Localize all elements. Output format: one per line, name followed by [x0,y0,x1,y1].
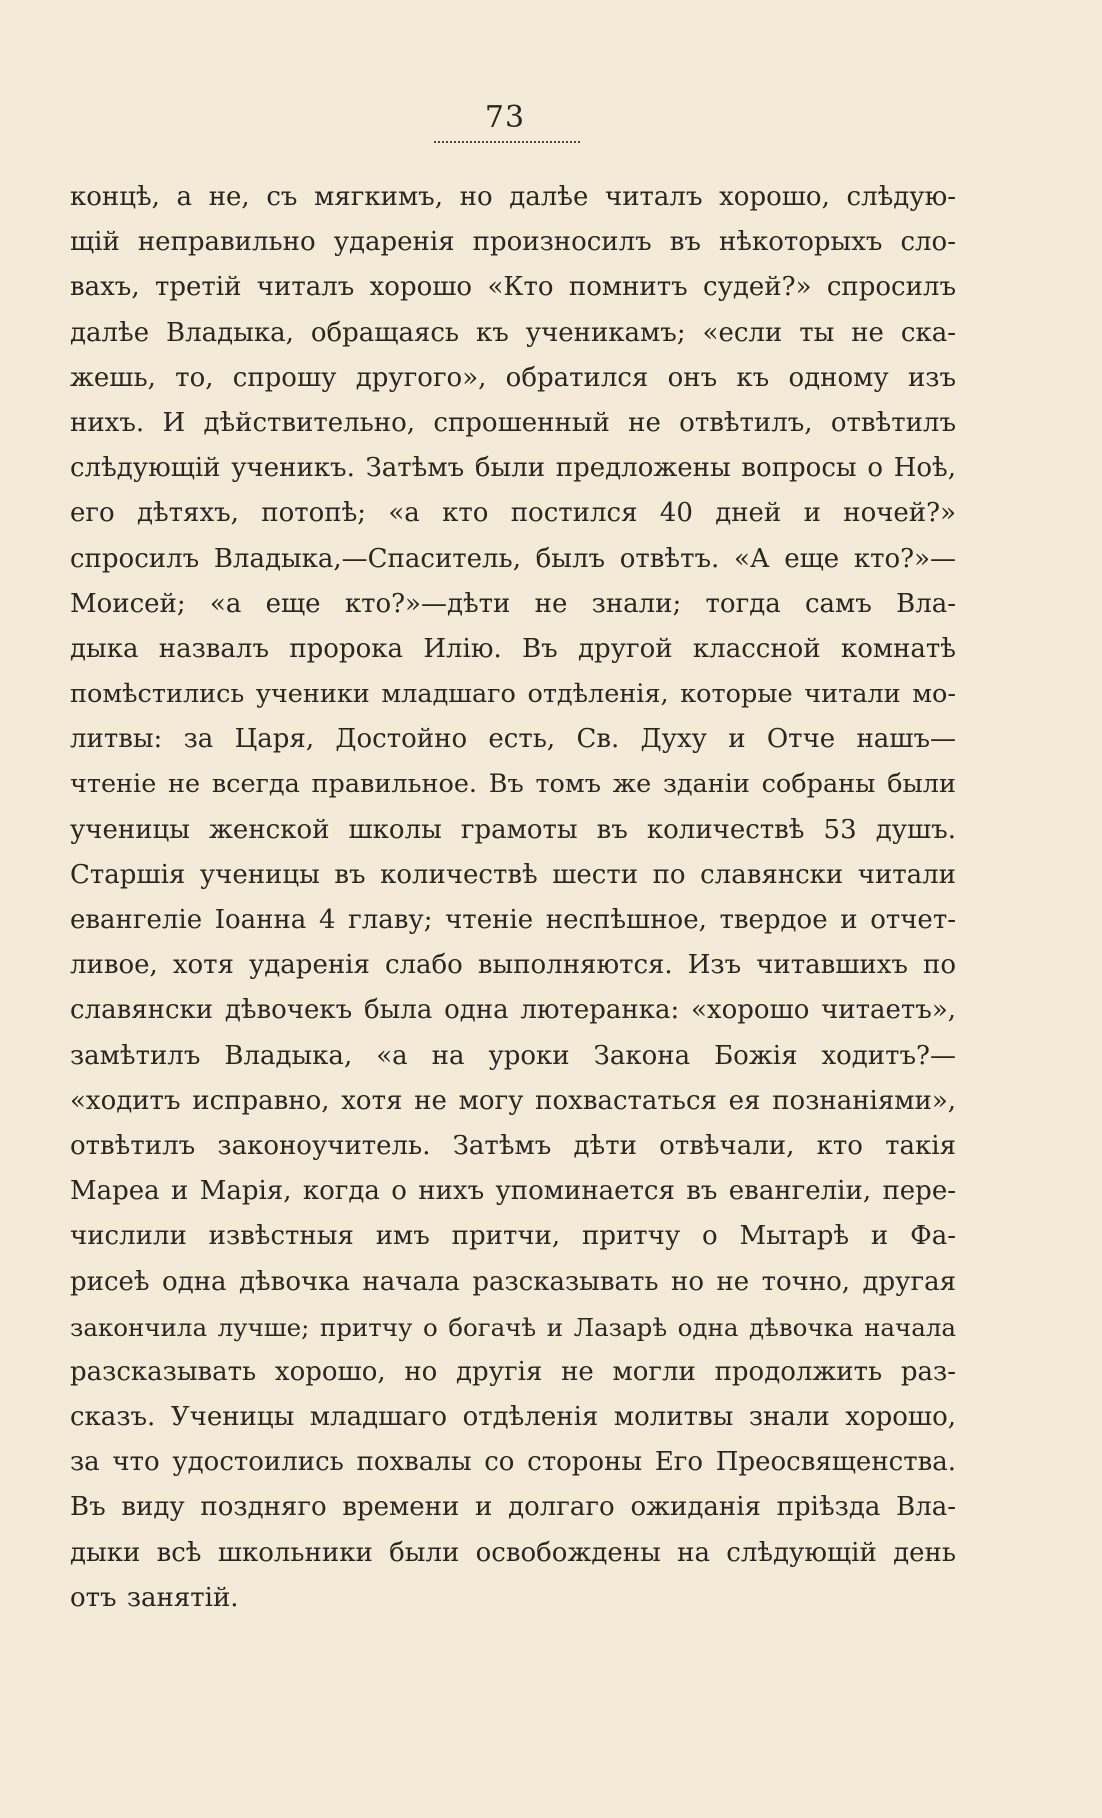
text-line: отъ занятій. [70,1582,239,1613]
text-line: разсказывать хорошо, но другія не могли продолжить раз- [70,1356,956,1387]
text-line: концѣ, а не, съ мягкимъ, но далѣе читалъ хорошо, слѣдую- [70,182,956,212]
text-line: щій неправильно ударенія произносилъ въ нѣкоторыхъ сло- [70,227,956,258]
text-line: его дѣтяхъ, потопѣ; «а кто постился 40 дней и ночей?» [70,498,956,529]
text-line: помѣстились ученики младшаго отдѣленія, которые читали мо- [70,679,956,710]
text-line: замѣтилъ Владыка, «а на уроки Закона Божія ходитъ?— [70,1040,956,1071]
text-line: жешь, то, спрошу другого», обратился онъ къ одному изъ [70,362,956,393]
text-line: числили извѣстныя имъ притчи, притчу о Мытарѣ и Фа- [70,1221,956,1252]
text-line: Въ виду поздняго времени и долгаго ожиданія пріѣзда Вла- [70,1492,956,1523]
text-line: отвѣтилъ законоучитель. Затѣмъ дѣти отвѣчали, кто такія [70,1130,956,1161]
body-text [70,175,956,1621]
text-line: слѣдующій ученикъ. Затѣмъ были предложены вопросы о Ноѣ, [70,453,956,484]
text-line: чтеніе не всегда правильное. Въ томъ же зданіи собраны были [70,769,956,800]
text-line: нихъ. И дѣйствительно, спрошенный не отвѣтилъ, отвѣтилъ [70,407,956,438]
text-line: ливое, хотя ударенія слабо выполняются. Изъ читавшихъ по [70,950,956,981]
text-line: закончила лучше; притчу о богачѣ и Лазарѣ одна дѣвочка начала [70,1312,956,1342]
text-line: рисеѣ одна дѣвочка начала разсказывать но не точно, другая [70,1266,956,1297]
text-line: «ходитъ исправно, хотя не могу похвастаться ея познаніями», [70,1085,956,1116]
page-number: 73 [484,100,526,135]
text-line: далѣе Владыка, обращаясь къ ученикамъ; «если ты не ска- [70,317,956,348]
text-line: дыки всѣ школьники были освобождены на слѣдующій день [70,1537,956,1568]
text-line: ученицы женской школы грамоты въ количествѣ 53 душъ. [70,814,956,845]
text-line: евангеліе Іоанна 4 главу; чтеніе неспѣшное, твердое и отчет- [70,905,956,935]
text-line: дыка назвалъ пророка Илію. Въ другой классной комнатѣ [70,633,956,664]
text-line: спросилъ Владыка,—Спаситель, былъ отвѣтъ. «А еще кто?»— [70,543,956,574]
text-line: за что удостоились похвалы со стороны Его Преосвященства. [70,1447,956,1478]
text-line: Старшія ученицы въ количествѣ шести по славянски читали [70,859,956,890]
text-line: Моисей; «а еще кто?»—дѣти не знали; тогда самъ Вла- [70,588,956,619]
text-line: славянски дѣвочекъ была одна лютеранка: «хорошо читаетъ», [70,995,956,1026]
text-line: вахъ, третій читалъ хорошо «Кто помнитъ судей?» спросилъ [70,272,956,303]
text-line: литвы: за Царя, Достойно есть, Св. Духу и Отче нашъ— [70,724,956,755]
text-line: сказъ. Ученицы младшаго отдѣленія молитвы знали хорошо, [70,1402,956,1433]
text-line: Мареа и Марія, когда о нихъ упоминается въ евангеліи, пере- [70,1176,956,1207]
header-rule [434,141,580,143]
